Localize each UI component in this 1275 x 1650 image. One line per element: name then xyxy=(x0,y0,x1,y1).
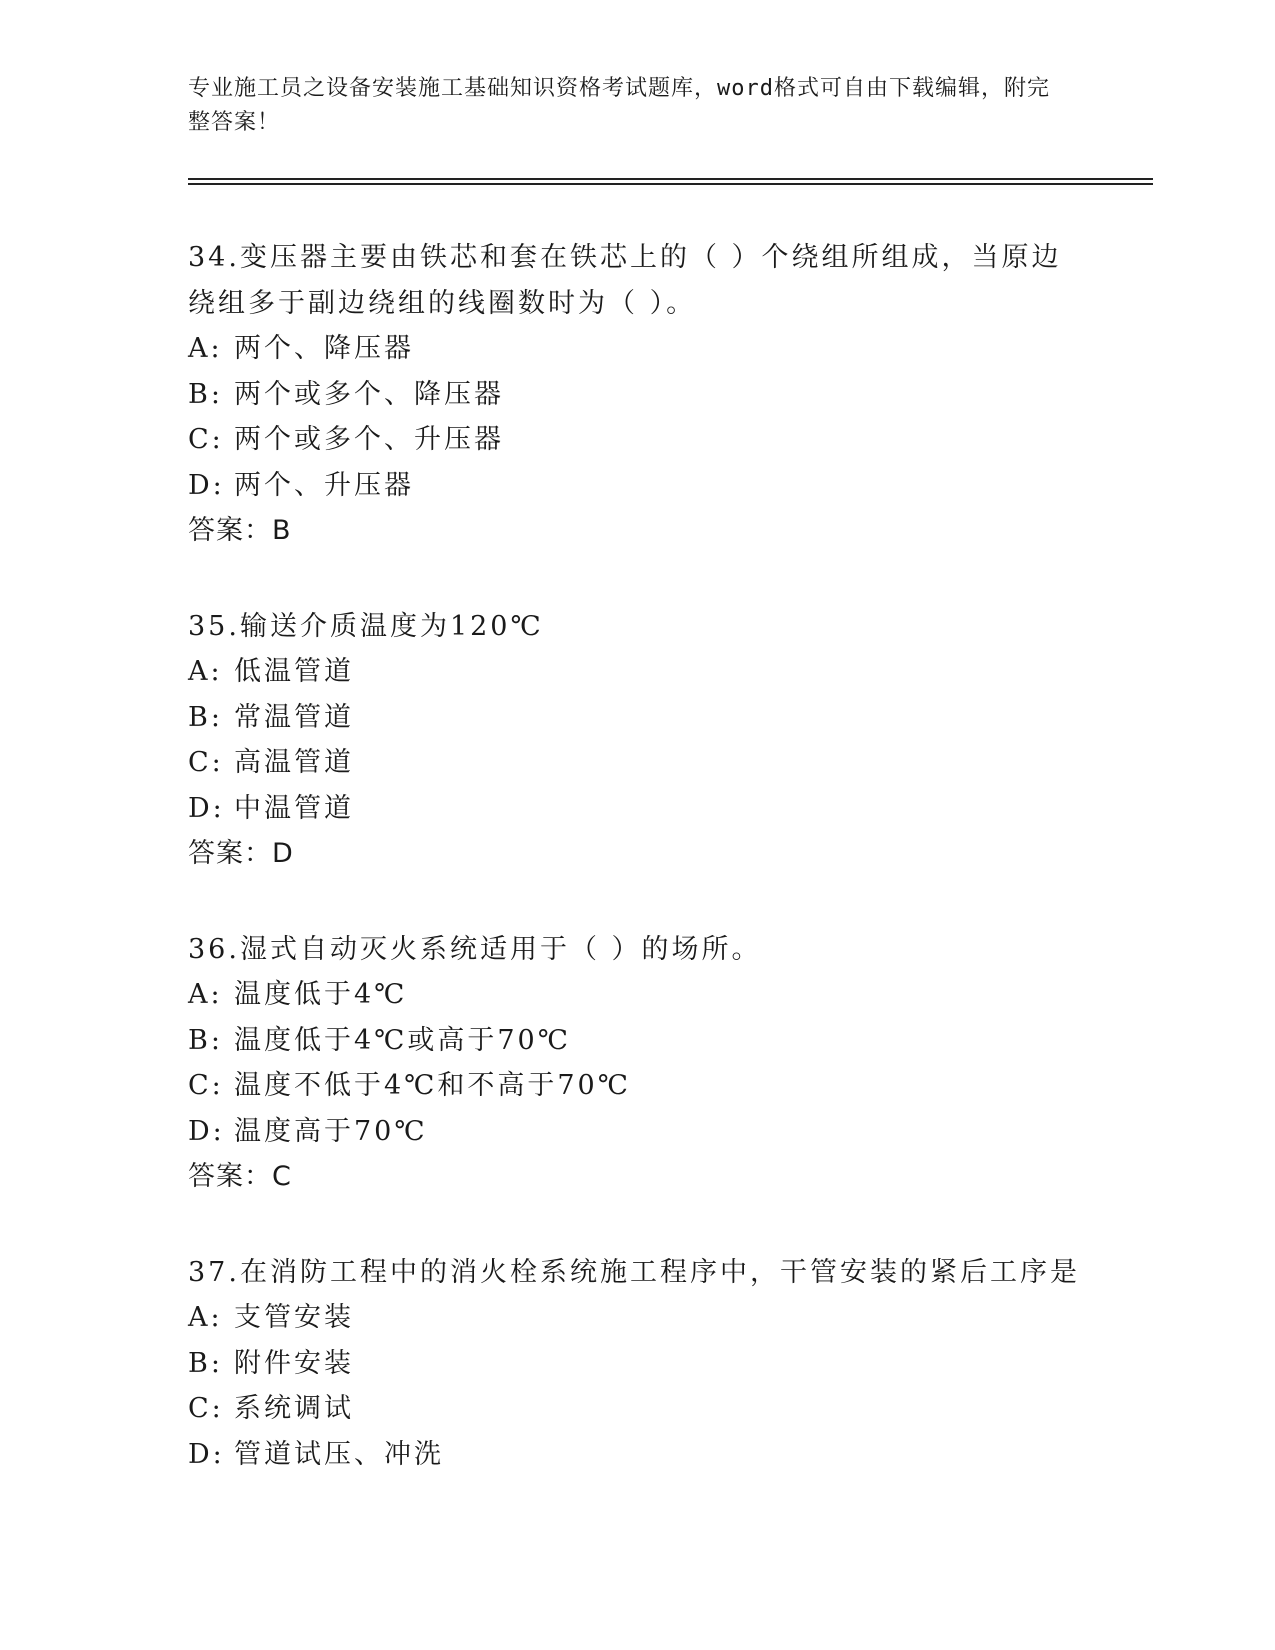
question-34 xyxy=(188,235,1088,554)
option-d xyxy=(188,1109,1088,1155)
option-letter: B: xyxy=(188,1347,223,1379)
option-text: 两个或多个、升压器 xyxy=(234,424,504,455)
question-37 xyxy=(188,1250,1088,1478)
option-text: 常温管道 xyxy=(234,701,354,733)
option-text: 温度不低于4℃和不高于70℃ xyxy=(234,1070,631,1101)
option-b xyxy=(188,372,1088,418)
option-a xyxy=(188,326,1088,372)
option-letter: B: xyxy=(188,701,223,733)
option-c xyxy=(188,1063,1088,1109)
option-a xyxy=(188,972,1088,1018)
option-c xyxy=(188,417,1088,463)
option-text: 中温管道 xyxy=(234,792,354,824)
option-letter: D: xyxy=(188,792,225,824)
option-letter: C: xyxy=(188,1070,224,1101)
option-text: 两个或多个、降压器 xyxy=(234,378,504,410)
option-text: 温度高于70℃ xyxy=(234,1115,428,1147)
option-text: 管道试压、冲洗 xyxy=(234,1438,444,1470)
option-letter: D: xyxy=(188,1115,225,1147)
option-text: 温度低于4℃ xyxy=(234,979,408,1010)
question-36 xyxy=(188,927,1088,1200)
question-text: 34.变压器主要由铁芯和套在铁芯上的（ ）个绕组所组成，当原边绕组多于副边绕组的线圈数时为（ ）。 xyxy=(188,242,1062,319)
option-text: 附件安装 xyxy=(234,1347,354,1379)
option-letter: C: xyxy=(188,1393,224,1424)
option-b xyxy=(188,695,1088,741)
option-letter: A: xyxy=(188,1302,223,1333)
option-letter: A: xyxy=(188,979,223,1010)
question-text: 35.输送介质温度为120℃ xyxy=(188,610,544,642)
option-a xyxy=(188,1295,1088,1341)
question-text: 36.湿式自动灭火系统适用于（ ）的场所。 xyxy=(188,933,762,965)
option-c xyxy=(188,740,1088,786)
header-divider-bottom xyxy=(188,183,1153,185)
option-text: 两个、降压器 xyxy=(234,333,414,364)
option-text: 系统调试 xyxy=(234,1393,354,1424)
header-divider-top xyxy=(188,178,1153,180)
option-letter: D: xyxy=(188,1438,225,1470)
option-b xyxy=(188,1341,1088,1387)
option-d xyxy=(188,463,1088,509)
option-text: 温度低于4℃或高于70℃ xyxy=(234,1024,571,1056)
option-text: 支管安装 xyxy=(234,1302,354,1333)
answer-line: 答案：D xyxy=(188,838,294,869)
option-letter: B: xyxy=(188,1024,223,1056)
option-letter: A: xyxy=(188,656,223,687)
option-d xyxy=(188,786,1088,832)
option-letter: A: xyxy=(188,333,223,364)
option-b xyxy=(188,1018,1088,1064)
option-letter: C: xyxy=(188,424,224,455)
option-d xyxy=(188,1432,1088,1478)
document-header: 专业施工员之设备安装施工基础知识资格考试题库，word格式可自由下载编辑，附完整答案！ xyxy=(188,76,1050,135)
option-text: 高温管道 xyxy=(234,747,354,778)
option-text: 低温管道 xyxy=(234,656,354,687)
question-text: 37.在消防工程中的消火栓系统施工程序中，干管安装的紧后工序是 xyxy=(188,1256,1080,1288)
option-a xyxy=(188,649,1088,695)
option-letter: D: xyxy=(188,469,225,501)
option-letter: B: xyxy=(188,378,223,410)
question-list xyxy=(188,235,1088,1527)
answer-line: 答案：B xyxy=(188,515,292,546)
question-35 xyxy=(188,604,1088,877)
option-c xyxy=(188,1386,1088,1432)
answer-line: 答案：C xyxy=(188,1161,292,1192)
option-letter: C: xyxy=(188,747,224,778)
option-text: 两个、升压器 xyxy=(234,469,414,501)
